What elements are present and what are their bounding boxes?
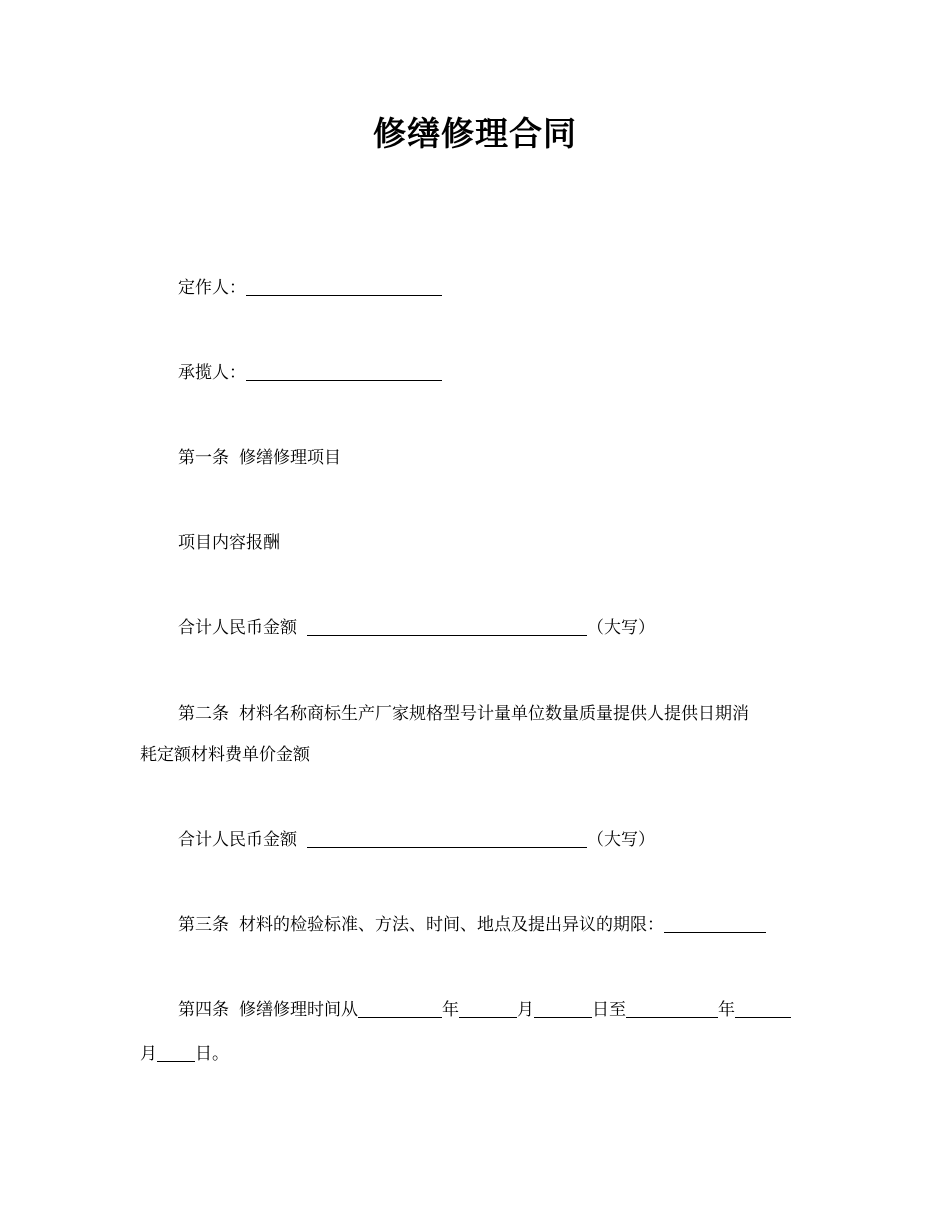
- total-amount-line-1: [178, 616, 655, 640]
- article-3-number: 第三条: [178, 915, 229, 935]
- party-b-line: [178, 361, 442, 385]
- article-3-blank[interactable]: [664, 914, 766, 933]
- end-year-blank[interactable]: [626, 999, 718, 1018]
- total-amount-blank-1[interactable]: [307, 617, 587, 636]
- document-title: 修缮修理合同: [373, 114, 577, 153]
- start-month-blank[interactable]: [459, 999, 517, 1018]
- article-4-text-from: 修缮修理时间从: [239, 1000, 358, 1020]
- start-day-blank[interactable]: [534, 999, 592, 1018]
- item-header: 项目内容报酬: [178, 533, 280, 553]
- party-a-blank[interactable]: [246, 277, 442, 296]
- day-end-label: 日。: [195, 1044, 229, 1064]
- total-label-1: 合计人民币金额: [178, 618, 297, 638]
- daxie-1: （大写）: [587, 618, 655, 638]
- article-3-text: 材料的检验标准、方法、时间、地点及提出异议的期限：: [239, 915, 664, 935]
- month-label-1: 月: [517, 1000, 534, 1020]
- article-3-line: [178, 913, 766, 937]
- end-day-blank[interactable]: [157, 1043, 195, 1062]
- article-1-number: 第一条: [178, 448, 229, 468]
- article-1-heading: [178, 446, 341, 470]
- article-2-text-2: 耗定额材料费单价金额: [140, 745, 310, 765]
- article-2-number: 第二条: [178, 704, 229, 724]
- party-a-label: 定作人：: [178, 278, 246, 298]
- article-4-number: 第四条: [178, 1000, 229, 1020]
- end-month-blank-part[interactable]: [735, 999, 791, 1018]
- start-year-blank[interactable]: [358, 999, 442, 1018]
- total-amount-blank-2[interactable]: [307, 829, 587, 848]
- day-to-label: 日至: [592, 1000, 626, 1020]
- party-b-label: 承揽人：: [178, 363, 246, 383]
- article-4-line-2: [140, 1042, 229, 1066]
- year-label-1: 年: [442, 1000, 459, 1020]
- total-amount-line-2: [178, 828, 655, 852]
- party-b-blank[interactable]: [246, 362, 442, 381]
- month-label-2: 月: [140, 1044, 157, 1064]
- total-label-2: 合计人民币金额: [178, 830, 297, 850]
- article-2-text-1: 材料名称商标生产厂家规格型号计量单位数量质量提供人提供日期消: [239, 704, 749, 724]
- party-a-line: [178, 276, 442, 300]
- year-label-2: 年: [718, 1000, 735, 1020]
- article-1-title: 修缮修理项目: [239, 448, 341, 468]
- daxie-2: （大写）: [587, 830, 655, 850]
- article-4-line-1: [178, 998, 791, 1022]
- article-2-line-1: [178, 702, 749, 726]
